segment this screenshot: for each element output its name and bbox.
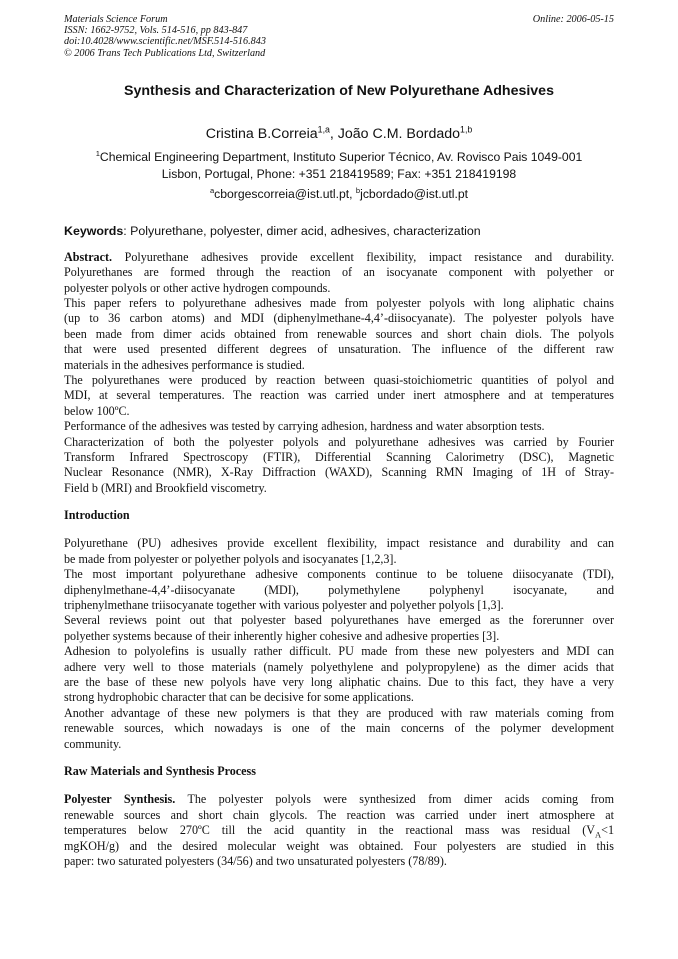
- polyester-synthesis-label: Polyester Synthesis.: [64, 792, 176, 807]
- abstract-line: that were used presented different degrees of unsaturation. The influence of the different raw: [64, 342, 614, 357]
- raw-line: paper: two saturated polyesters (34/56) and two unsaturated polyesters (78/89).: [64, 853, 447, 868]
- subscript-a: A: [595, 829, 602, 840]
- abstract-line: been made from dimer acids obtained from renewable sources and short chain diols. The polyols: [64, 326, 614, 341]
- section-heading-raw-materials: Raw Materials and Synthesis Process: [64, 763, 256, 778]
- raw-line: mgKOH/g) and the desired molecular weight was obtained. Four polyesters are studied in this: [64, 838, 614, 853]
- abstract-line-text: Polyurethane adhesives provide excellent flexibility, impact resistance and durability.: [112, 249, 614, 264]
- paper-title: Synthesis and Characterization of New Polyurethane Adhesives: [124, 82, 554, 99]
- issn-line: ISSN: 1662-9752, Vols. 514-516, pp 843-847: [64, 25, 248, 37]
- abstract-line: polyester polyols or other active hydrogen compounds.: [64, 280, 331, 295]
- author-1-superscript: 1,a: [317, 124, 330, 135]
- abstract-line: The polyurethanes were produced by reaction between quasi-stoichiometric quantities of polyol and: [64, 372, 614, 387]
- affiliation-line-2: Lisbon, Portugal, Phone: +351 218419589; Fax: +351 218419198: [161, 166, 517, 181]
- abstract-line: Transform Infrared Spectroscopy (FTIR), Differential Scanning Calorimetry (DSC), Magnetic: [64, 449, 614, 464]
- affiliation-superscript: 1: [95, 148, 100, 158]
- abstract-line: MDI, at several temperatures. The reaction was carried under inert atmosphere and at temperatures: [64, 388, 614, 403]
- copyright-line: © 2006 Trans Tech Publications Ltd, Switzerland: [64, 47, 266, 59]
- author-separator: ,: [329, 125, 338, 142]
- intro-line: Another advantage of these new polymers is that they are produced with raw materials coming from: [64, 705, 614, 720]
- abstract-line: Polyurethanes are formed through the reaction of an isocyanate component with polyether or: [64, 265, 614, 280]
- intro-line: Adhesion to polyolefins is usually rather difficult. PU made from these new polyesters and MDI can: [64, 644, 614, 659]
- author-2-superscript: 1,b: [460, 124, 473, 135]
- raw-line: [64, 792, 614, 807]
- email-a: cborgescorreia@ist.utl.pt,: [214, 186, 356, 201]
- abstract: [64, 250, 614, 496]
- introduction-body: [64, 536, 614, 751]
- abstract-line: (up to 36 carbon atoms) and MDI (diphenylmethane-4,4’-diisocyanate). The polyester polyols have: [64, 311, 614, 326]
- abstract-line: below 100ºC.: [64, 403, 130, 418]
- affiliation-line-1: [64, 149, 614, 166]
- intro-line: strong hydrophobic character that can be decisive for some applications.: [64, 690, 414, 705]
- abstract-line: [64, 250, 614, 265]
- intro-line: Several reviews point out that polyester based polyurethanes have emerged as the forerunner over: [64, 613, 614, 628]
- intro-line: polyether systems because of their inherently higher cohesive and adhesive properties [3].: [64, 628, 500, 643]
- email-a-superscript: a: [209, 185, 215, 195]
- raw-line-text: temperatures below 270ºC till the acid quantity in the reactional mass was residual (V: [64, 823, 595, 838]
- abstract-line: Field b (MRI) and Brookfield viscometry.: [64, 480, 267, 495]
- keywords-label: Keywords: [64, 223, 124, 238]
- intro-line: Polyurethane (PU) adhesives provide excellent flexibility, impact resistance and durability and can: [64, 536, 614, 551]
- intro-line: be made from polyester or polyether polyols and isocyanates [1,2,3].: [64, 551, 397, 566]
- abstract-line: Characterization of both the polyester polyols and polyurethane adhesives was carried by Fourier: [64, 434, 614, 449]
- affiliation: [64, 149, 614, 183]
- abstract-line: Performance of the adhesives was tested by carrying adhesion, hardness and water absorption tests.: [64, 419, 545, 434]
- abstract-label: Abstract.: [64, 249, 113, 264]
- author-2: João C.M. Bordado: [337, 125, 461, 142]
- section-heading-introduction: Introduction: [64, 508, 130, 523]
- journal-name: Materials Science Forum: [64, 14, 168, 25]
- paper-page: [64, 14, 614, 869]
- email-b-superscript: b: [355, 185, 361, 195]
- affiliation-text-1: Chemical Engineering Department, Instituto Superior Técnico, Av. Rovisco Pais 1049-001: [99, 149, 583, 164]
- intro-line: are the base of these new polyols have very long aliphatic chains. Due to this fact, they have a very: [64, 674, 614, 689]
- author-list: [64, 126, 614, 142]
- raw-line: renewable sources and short chain glycols. The reaction was carried under inert atmosphere at: [64, 807, 614, 822]
- raw-materials-body: [64, 792, 614, 869]
- abstract-line: Nuclear Resonance (NMR), X-Ray Diffraction (WAXD), Scanning RMN Imaging of 1H of Stray-: [64, 465, 614, 480]
- intro-line: The most important polyurethane adhesive components continue to be toluene diisocyanate (TDI),: [64, 567, 614, 582]
- author-1: Cristina B.Correia: [205, 125, 318, 142]
- online-date: Online: 2006-05-15: [532, 14, 614, 25]
- intro-line: adhere very well to those materials (namely polyethylene and polypropylene) as the dimer acids that: [64, 659, 614, 674]
- raw-line-text: The polyester polyols were synthesized from dimer acids coming from: [175, 792, 614, 807]
- doi-line: doi:10.4028/www.scientific.net/MSF.514-516.843: [64, 36, 266, 48]
- abstract-line: materials in the adhesives performance is studied.: [64, 357, 305, 372]
- intro-line: diphenylmethane-4,4’-diisocyanate (MDI), polymethylene polyphenyl isocyanate, and: [64, 582, 614, 597]
- intro-line: triphenylmethane triisocyanate together with various polyester and polyether polyols [1,3].: [64, 598, 504, 613]
- raw-line: [64, 823, 614, 838]
- emails: [64, 187, 614, 201]
- intro-line: community.: [64, 736, 122, 751]
- email-b: jcbordado@ist.utl.pt: [360, 186, 469, 201]
- journal-header: [64, 14, 614, 59]
- raw-line-text: <1: [601, 823, 614, 838]
- keywords-text: : Polyurethane, polyester, dimer acid, adhesives, characterization: [123, 223, 481, 238]
- keywords: [64, 224, 614, 238]
- abstract-line: This paper refers to polyurethane adhesives made from polyester polyols with long aliphatic chains: [64, 295, 614, 310]
- intro-line: renewable sources, which nowadays is one of the main concerns of the polymer development: [64, 721, 614, 736]
